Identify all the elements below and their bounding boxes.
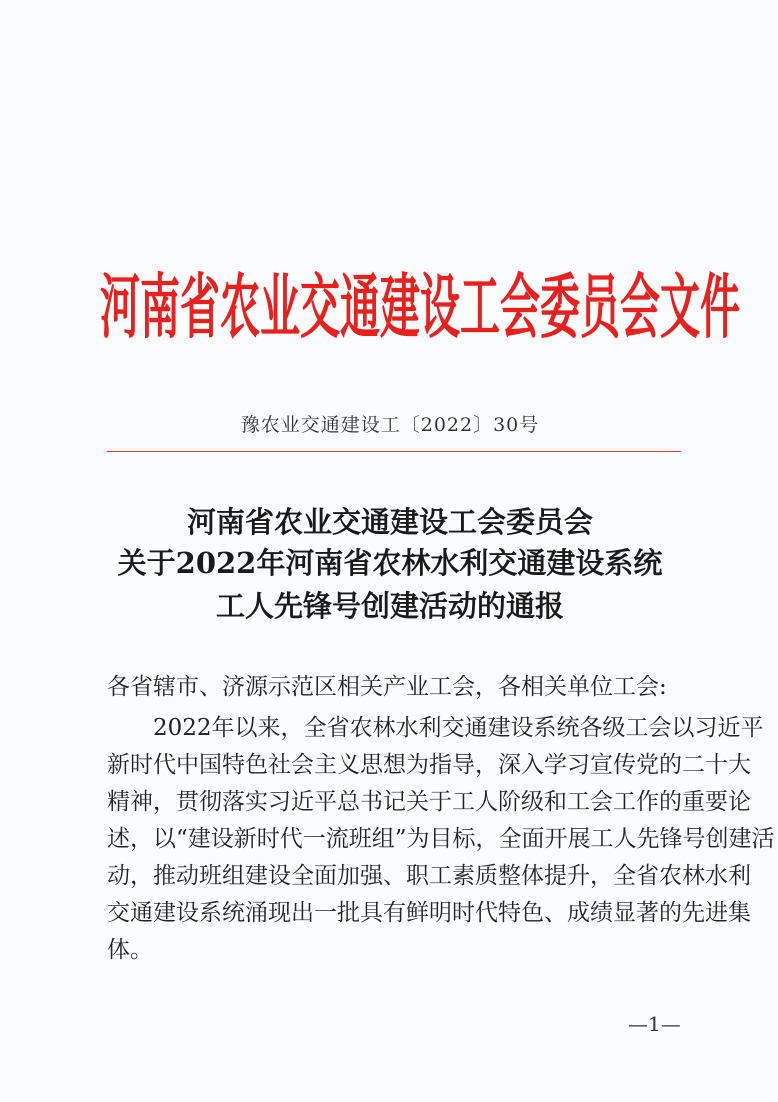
paragraph-line: 新时代中国特色社会主义思想为指导，深入学习宣传党的二十大 — [107, 752, 751, 778]
issuer-title: 河南省农业交通建设工会委员会文件 — [100, 266, 740, 349]
red-divider — [107, 451, 681, 452]
document-number: 豫农业交通建设工〔2022〕30号 — [240, 414, 540, 436]
paragraph-line: 动，推动班组建设全面加强、职工素质整体提升，全省农林水利 — [107, 863, 751, 889]
paragraph-line: 交通建设系统涌现出一批具有鲜明时代特色、成绩显著的先进集 — [107, 900, 751, 926]
paragraph-line: 体。 — [107, 937, 153, 963]
salutation: 各省辖市、济源示范区相关产业工会，各相关单位工会: — [107, 674, 667, 700]
title-line-1: 河南省农业交通建设工会委员会 — [186, 505, 593, 539]
paragraph-line: 精神，贯彻落实习近平总书记关于工人阶级和工会工作的重要论 — [107, 789, 751, 815]
title-line-2: 关于2022年河南省农林水利交通建设系统 — [117, 546, 663, 580]
paragraph-line: 2022年以来，全省农林水利交通建设系统各级工会以习近平 — [107, 715, 764, 741]
title-line-3: 工人先锋号创建活动的通报 — [215, 589, 564, 623]
page-number: —1— — [628, 1012, 681, 1036]
paragraph-line: 述，以“建设新时代一流班组”为目标，全面开展工人先锋号创建活 — [107, 826, 775, 852]
